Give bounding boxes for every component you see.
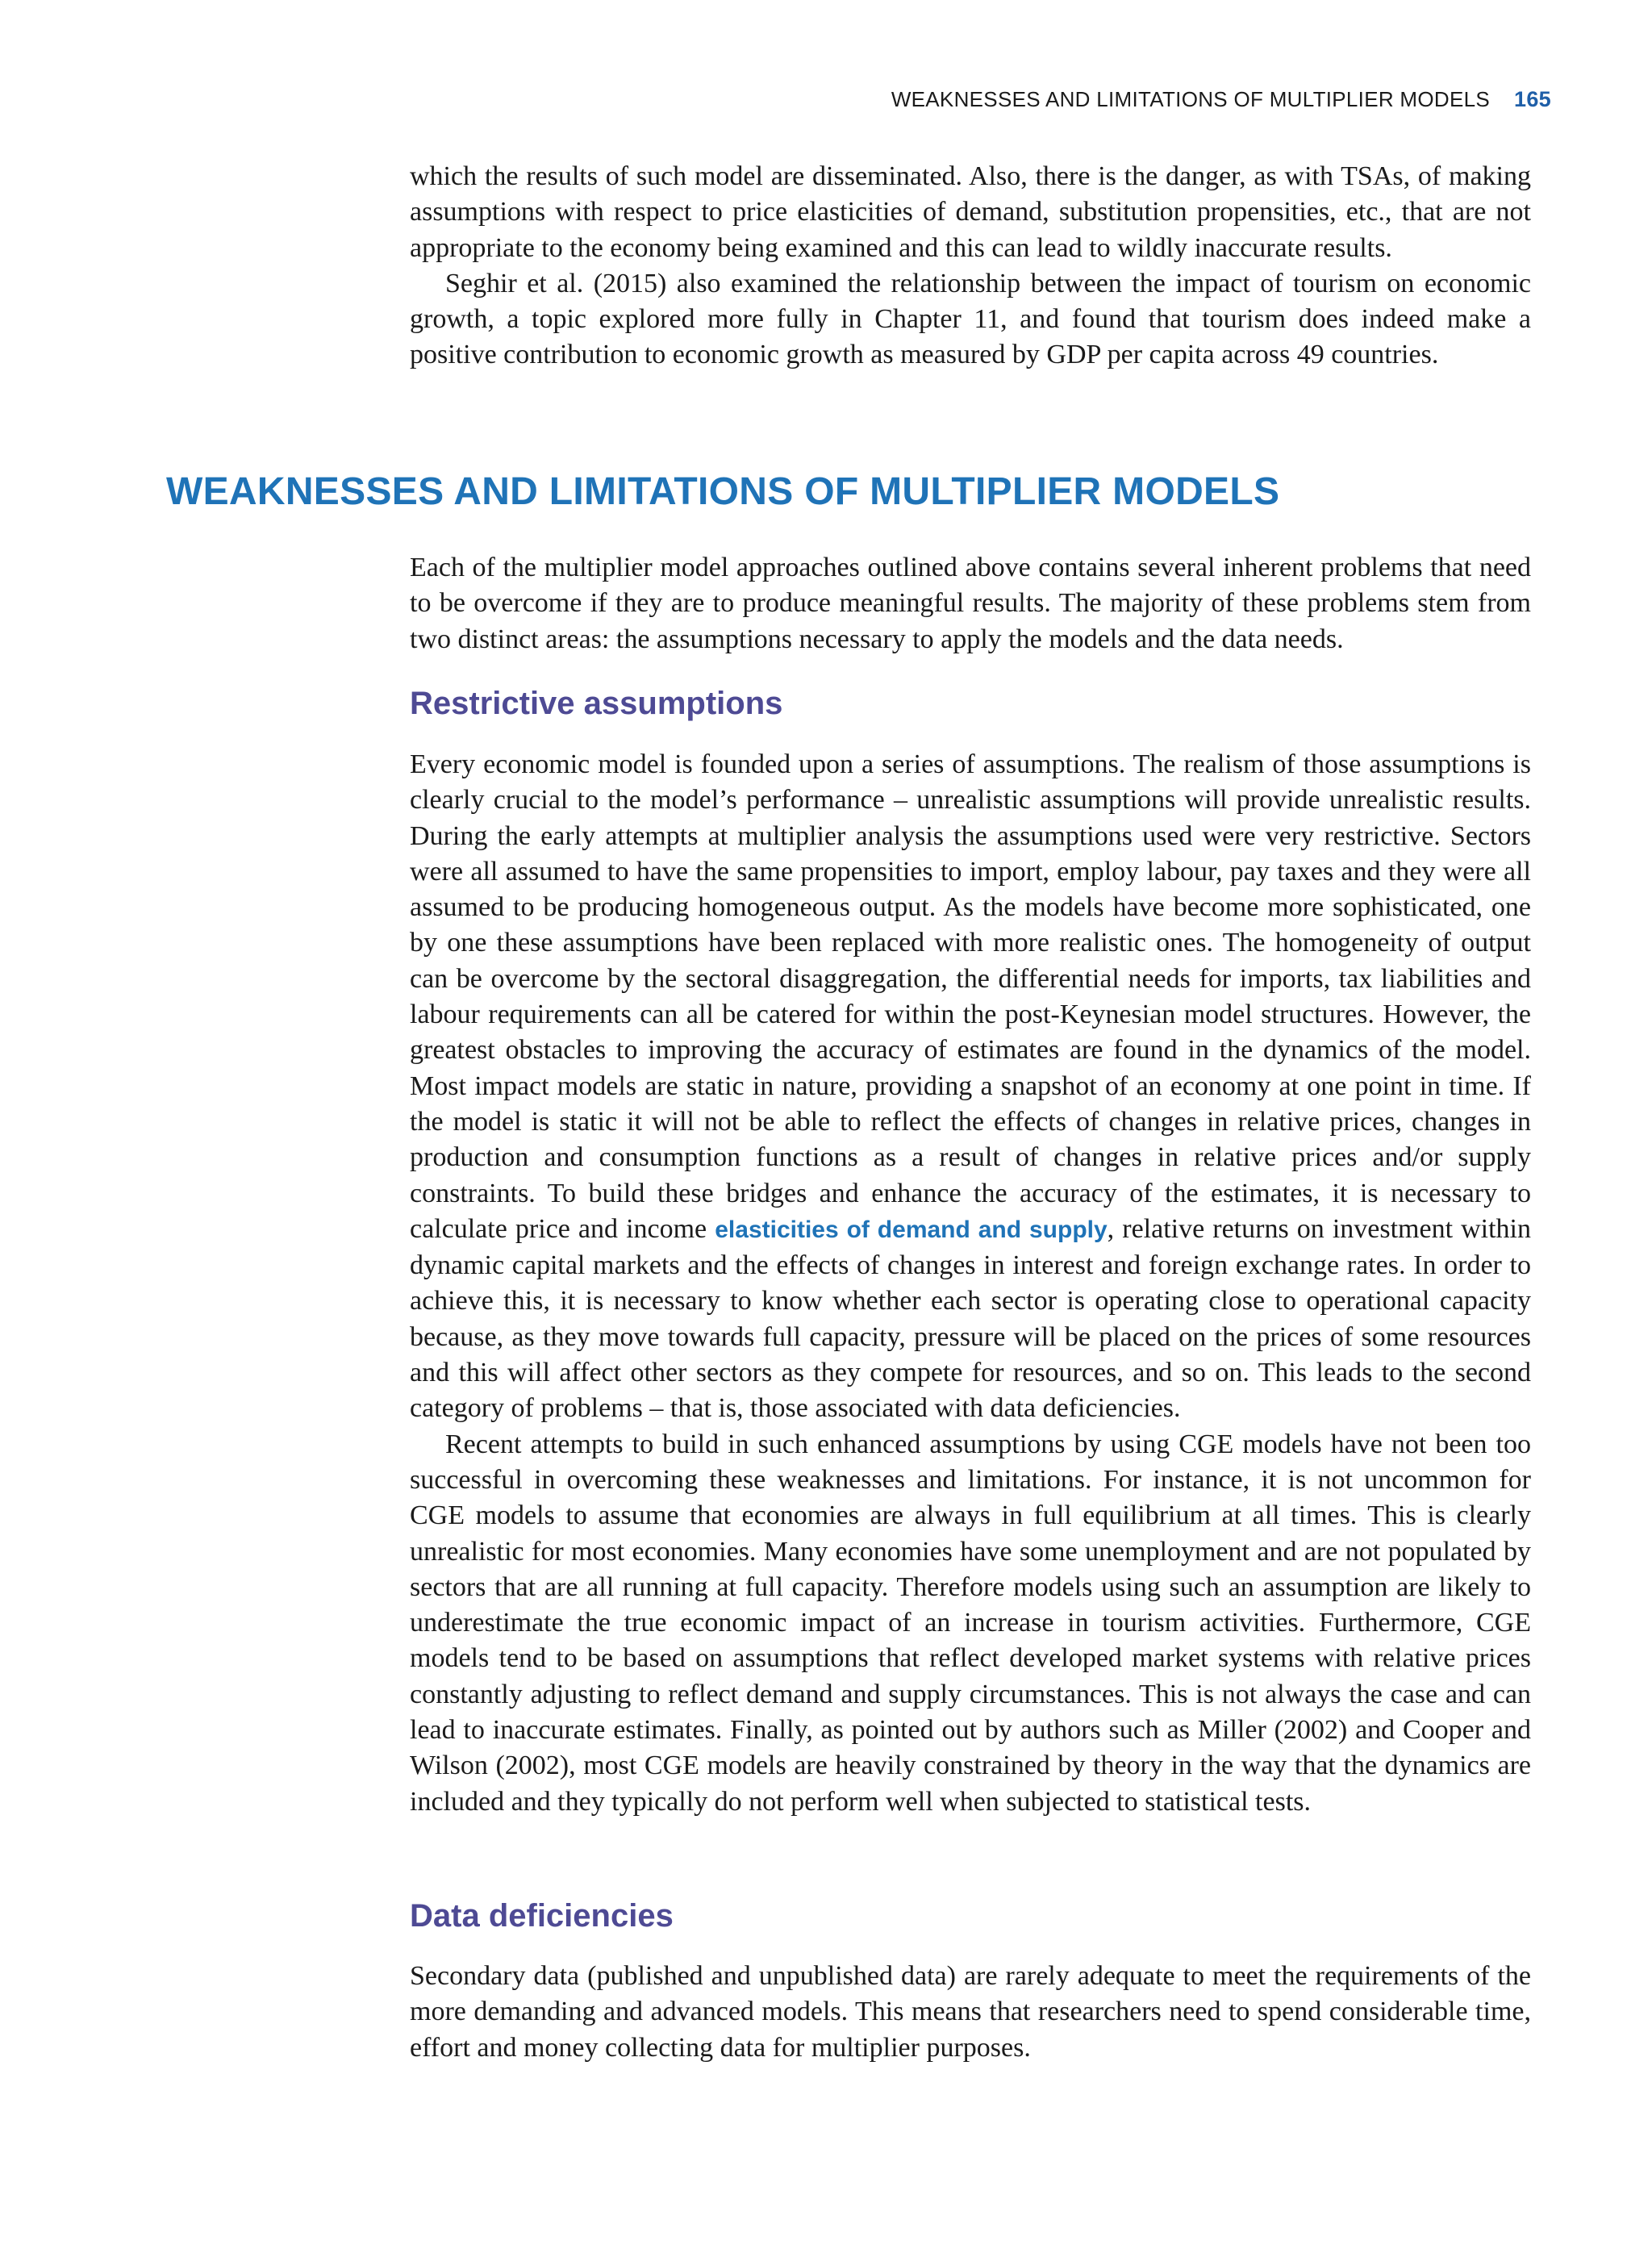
restrictive-paragraph-1	[410, 747, 1531, 1427]
restrictive-p1-start: Every economic model is founded upon a series of assumptions. The realism of those assumptions is clearly crucial to the model’s performance – unrealistic assumptions will provide unrealistic results. During the early attempts at multiplier analysis the assumptions used were very restrictive. Sectors were all assumed to have the same propensities to import, employ labour, pay taxes and they were all assumed to be producing homogeneous output. As the models have become more sophisticated, one by one these assumptions have been replaced with more realistic ones. The homogeneity of output can be overcome by the sectoral disaggregation, the differential needs for imports, tax liabilities and labour requirements can all be catered for within the post-Keynesian model structures. However, the greatest obstacles to improving the accuracy of estimates are found in the dynamics of the model. Most impact models are static in nature, providing a snapshot of an economy at one point in time. If the model is static it will not be able to reflect the effects of changes in relative prices, changes in production and consumption functions as a result of changes in relative prices and/or supply constraints. To build these bridges and enhance the accuracy of the estimates, it is necessary to calculate price and income	[410, 749, 1531, 1244]
data-deficiencies-block	[410, 1959, 1531, 2066]
intro-block	[410, 159, 1531, 373]
restrictive-block	[410, 747, 1531, 1820]
running-title: WEAKNESSES AND LIMITATIONS OF MULTIPLIER MODELS	[891, 87, 1491, 111]
subheading-data-deficiencies: Data deficiencies	[410, 1898, 674, 1934]
intro-paragraph-2: Seghir et al. (2015) also examined the relationship between the impact of tourism on economic growth, a topic explored more fully in Chapter 11, and found that tourism does indeed make a positive contribution to economic growth as measured by GDP per capita across 49 countries.	[410, 268, 1531, 370]
data-deficiencies-paragraph: Secondary data (published and unpublished data) are rarely adequate to meet the requirements of the more demanding and advanced models. This means that researchers need to spend considerable time, effort and money collecting data for multiplier purposes.	[410, 1961, 1531, 2063]
section-intro-block	[410, 550, 1531, 657]
running-header	[891, 87, 1551, 112]
restrictive-paragraph-2: Recent attempts to build in such enhanced assumptions by using CGE models have not been too successful in overcoming these weaknesses and limitations. For instance, it is not uncommon for CGE models to assume that economies are always in full equilibrium at all times. This is clearly unrealistic for most economies. Many economies have some unemployment and are not populated by sectors that are all running at full capacity. Therefore models using such an assumption are likely to underestimate the true economic impact of an increase in tourism activities. Furthermore, CGE models tend to be based on assumptions that reflect developed market systems with relative prices constantly adjusting to reflect demand and supply circumstances. This is not always the case and can lead to inaccurate estimates. Finally, as pointed out by authors such as Miller (2002) and Cooper and Wilson (2002), most CGE models are heavily constrained by theory in the way that the dynamics are included and they typically do not perform well when subjected to statistical tests.	[410, 1429, 1531, 1817]
page-number: 165	[1514, 87, 1551, 111]
restrictive-p1-end: , relative returns on investment within dynamic capital markets and the effects of changes in interest and foreign exchange rates. In order to achieve this, it is necessary to know whether each sector is operating close to operational capacity because, as they move towards full capacity, pressure will be placed on the prices of some resources and this will affect other sectors as they compete for resources, and so on. This leads to the second category of problems – that is, those associated with data deficiencies.	[410, 1213, 1531, 1424]
section-heading: WEAKNESSES AND LIMITATIONS OF MULTIPLIER MODELS	[166, 470, 1280, 513]
subheading-restrictive-assumptions: Restrictive assumptions	[410, 686, 783, 721]
section-intro-paragraph: Each of the multiplier model approaches outlined above contains several inherent problems that need to be overcome if they are to produce meaningful results. The majority of these problems stem from two distinct areas: the assumptions necessary to apply the models and the data needs.	[410, 553, 1531, 654]
key-term-elasticities[interactable]: elasticities of demand and supply	[715, 1216, 1108, 1243]
intro-paragraph-1: which the results of such model are disseminated. Also, there is the danger, as with TSAs, of making assumptions with respect to price elasticities of demand, substitution propensities, etc., that are not appropriate to the economy being examined and this can lead to wildly inaccurate results.	[410, 161, 1531, 263]
